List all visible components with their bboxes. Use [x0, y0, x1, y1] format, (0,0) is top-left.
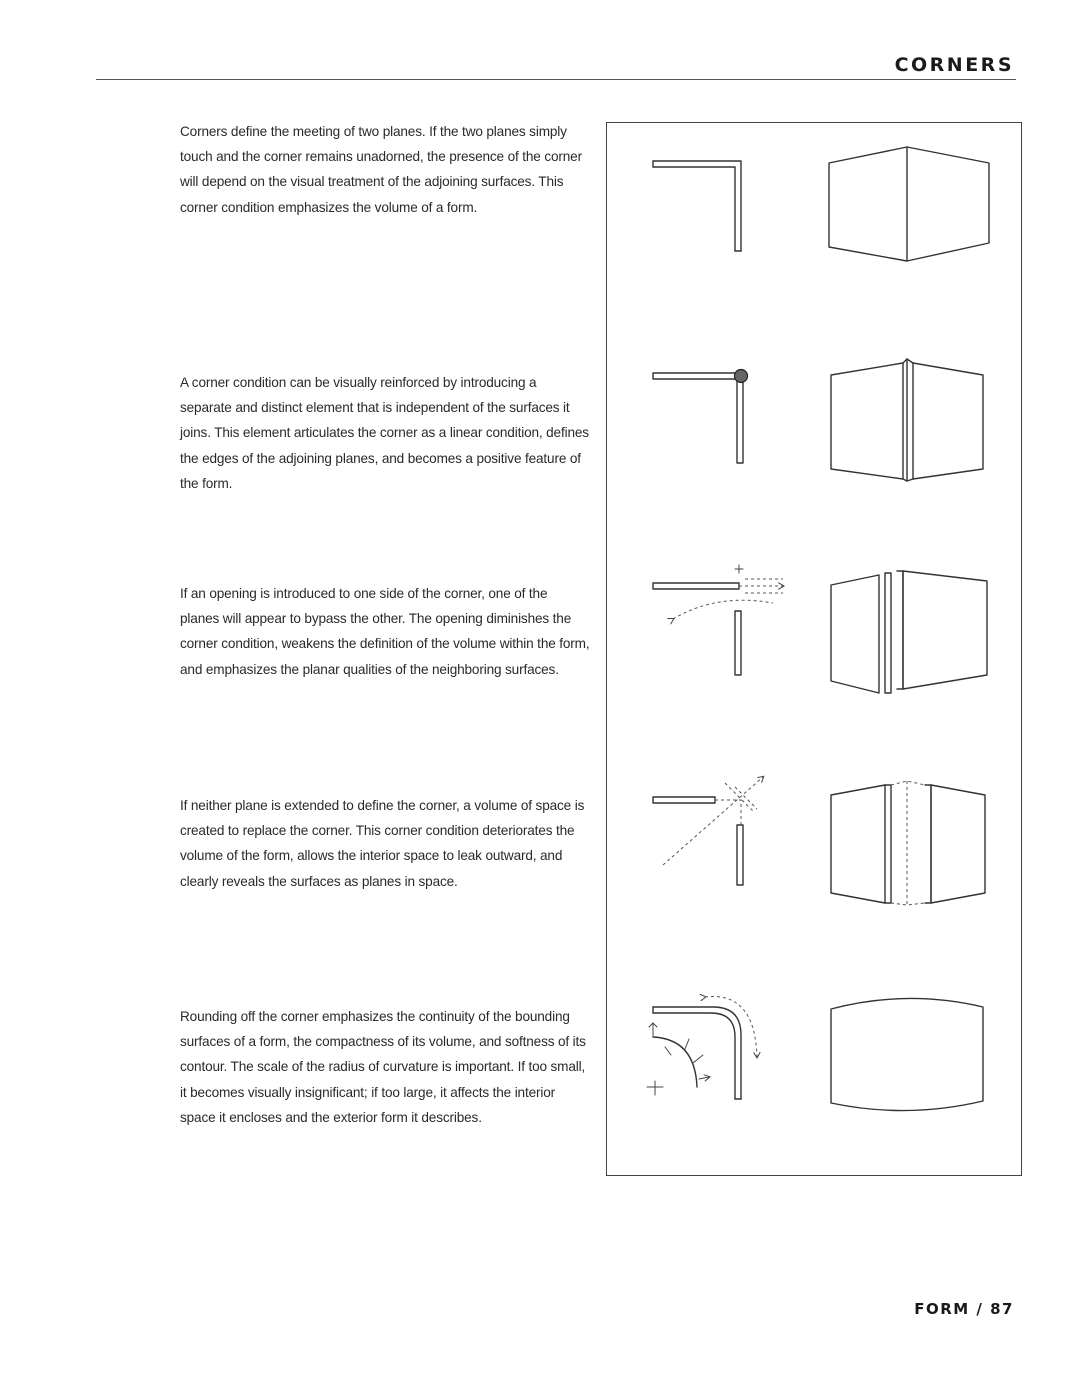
rounded-corner-plan [647, 997, 757, 1100]
chapter-title: CORNERS [894, 54, 1014, 76]
rounded-corner-perspective [831, 998, 983, 1110]
reinforced-corner-plan [653, 370, 748, 464]
paragraph-rounded-corner: Rounding off the corner emphasizes the continuity of the bounding surfaces of a form, the compactness of its volume, and softness of its contour. The scale of the radius of curvature is important. If too small, it becomes visually insignificant; if too large, it affects the interior space it encloses and the exterior form it describes. [180, 1009, 586, 1125]
plain-corner-perspective [829, 147, 989, 261]
void-corner-plan [653, 777, 763, 885]
opening-corner-plan [653, 565, 783, 675]
paragraph-opening-corner: If an opening is introduced to one side of the corner, one of the planes will appear to bypass the other. The opening diminishes the corner condition, weakens the definition of the volume within the form, and emphasizes the planar qualities of the neighboring surfaces. [180, 586, 590, 677]
opening-corner-perspective [831, 571, 987, 693]
paragraph-plain-corner: Corners define the meeting of two planes. If the two planes simply touch and the corner remains unadorned, the presence of the corner will depend on the visual treatment of the adjoining surfaces. This corner condition emphasizes the volume of a form. [180, 124, 582, 215]
plain-corner-plan [653, 161, 741, 251]
figure-panel [606, 122, 1022, 1176]
paragraph-reinforced-corner: A corner condition can be visually reinforced by introducing a separate and distinct element that is independent of the surfaces it joins. This element articulates the corner as a linear condition, defines the edges of the adjoining planes, and becomes a positive feature of the form. [180, 375, 589, 491]
page-footer: FORM / 87 [914, 1300, 1014, 1318]
paragraph-void-corner: If neither plane is extended to define the corner, a volume of space is created to replace the corner. This corner condition deteriorates the volume of the form, allows the interior space to leak outward, and clearly reveals the surfaces as planes in space. [180, 798, 585, 889]
corner-illustrations [607, 123, 1023, 1177]
reinforced-corner-perspective [831, 359, 983, 481]
void-corner-perspective [831, 781, 985, 905]
header-rule [96, 79, 1016, 80]
